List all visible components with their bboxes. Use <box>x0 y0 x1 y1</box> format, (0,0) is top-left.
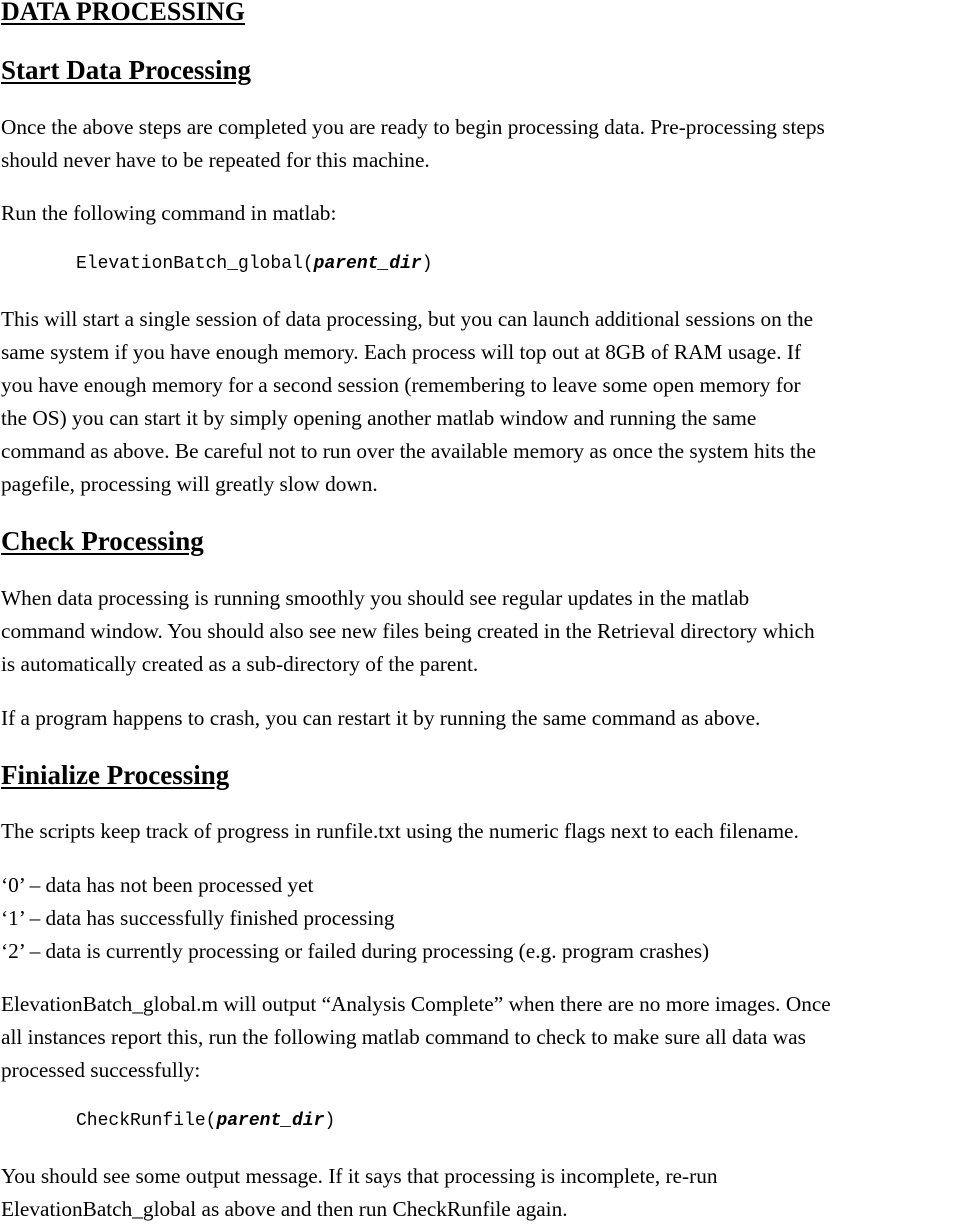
paragraph-check-updates <box>1 582 973 681</box>
heading-start-data-processing: Start Data Processing <box>1 55 251 85</box>
text-line: The scripts keep track of progress in runfile.txt using the numeric flags next to each filename. <box>1 819 799 843</box>
paragraph-output-message <box>1 1160 973 1226</box>
paragraph-start-intro <box>1 111 973 177</box>
text-line: This will start a single session of data processing, but you can launch additional sessions on the <box>1 307 814 331</box>
text-line: processed successfully: <box>1 1058 201 1082</box>
paragraph-run-command <box>1 197 973 230</box>
text-line: command as above. Be careful not to run over the available memory as once the system hits the <box>1 439 816 463</box>
text-line: pagefile, processing will greatly slow down. <box>1 472 378 496</box>
code-close-paren: ) <box>324 1111 336 1131</box>
heading-finialize-processing: Finialize Processing <box>1 760 230 790</box>
text-line: ElevationBatch_global as above and then run CheckRunfile again. <box>1 1197 568 1221</box>
paragraph-analysis-complete <box>1 988 973 1087</box>
paragraph-runfile-flags <box>1 815 973 848</box>
heading-check-processing: Check Processing <box>1 526 204 556</box>
code-elevationbatch-command <box>76 253 433 275</box>
text-line: When data processing is running smoothly you should see regular updates in the matlab <box>1 586 750 610</box>
flag-list <box>1 869 973 968</box>
text-line: all instances report this, run the following matlab command to check to make sure all data was <box>1 1025 806 1049</box>
text-line: command window. You should also see new files being created in the Retrieval directory which <box>1 619 815 643</box>
code-close-paren: ) <box>421 254 433 274</box>
flag-item: ‘1’ – data has successfully finished processing <box>1 906 395 930</box>
text-line: Once the above steps are completed you are ready to begin processing data. Pre-processing steps <box>1 115 825 139</box>
paragraph-session-info <box>1 303 973 501</box>
document-title: DATA PROCESSING <box>1 0 245 26</box>
text-line: If a program happens to crash, you can restart it by running the same command as above. <box>1 706 761 730</box>
paragraph-crash-restart <box>1 702 973 735</box>
code-checkrunfile-command <box>76 1110 335 1132</box>
text-line: Run the following command in matlab: <box>1 201 337 225</box>
code-open-paren: ( <box>302 254 314 274</box>
text-line: You should see some output message. If it says that processing is incomplete, re-run <box>1 1164 718 1188</box>
flag-item: ‘2’ – data is currently processing or failed during processing (e.g. program crashes) <box>1 939 710 963</box>
flag-item: ‘0’ – data has not been processed yet <box>1 873 314 897</box>
code-function-name: CheckRunfile <box>76 1111 206 1131</box>
code-open-paren: ( <box>205 1111 217 1131</box>
code-function-name: ElevationBatch_global <box>76 254 303 274</box>
text-line: ElevationBatch_global.m will output “Analysis Complete” when there are no more images. Once <box>1 992 831 1016</box>
text-line: is automatically created as a sub-directory of the parent. <box>1 652 479 676</box>
code-argument: parent_dir <box>216 1111 325 1131</box>
code-argument: parent_dir <box>313 254 422 274</box>
text-line: same system if you have enough memory. Each process will top out at 8GB of RAM usage. If <box>1 340 802 364</box>
text-line: the OS) you can start it by simply opening another matlab window and running the same <box>1 406 757 430</box>
text-line: should never have to be repeated for this machine. <box>1 148 430 172</box>
text-line: you have enough memory for a second session (remembering to leave some open memory for <box>1 373 801 397</box>
